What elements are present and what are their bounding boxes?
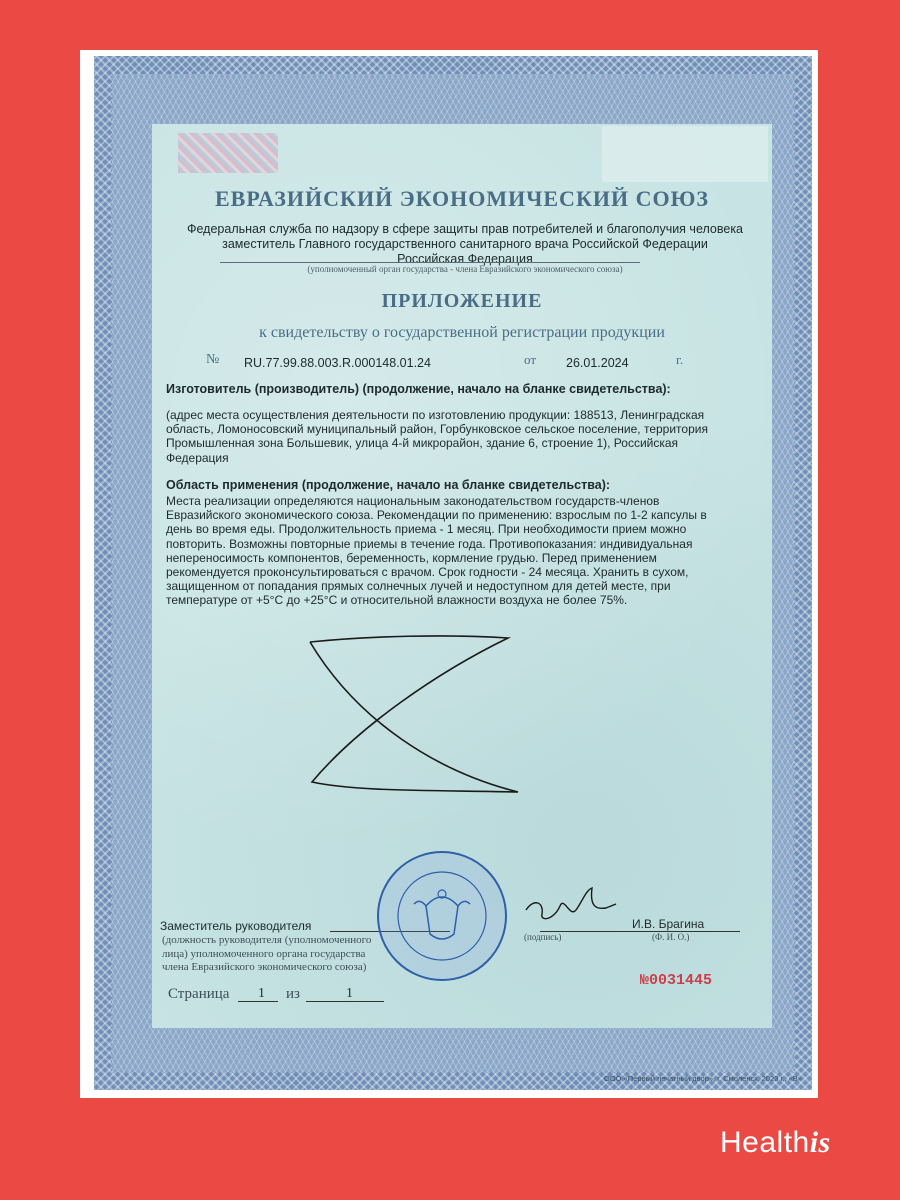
page-total: 1 (346, 986, 353, 1001)
authority-line: заместитель Главного государственного санитарного врача Российской Федерации (222, 237, 708, 251)
signature-stroke (526, 888, 616, 919)
number-label: № (206, 352, 220, 367)
scope-line: Евразийского экономического союза. Рекомендации по применению: взрослым по 1-2 капсулы в (166, 508, 707, 523)
serial-number: №0031445 (640, 972, 713, 989)
union-title: ЕВРАЗИЙСКИЙ ЭКОНОМИЧЕСКИЙ СОЮЗ (214, 186, 710, 211)
scope-line: температуре от +5°C до +25°C и относительной влажности воздуха не более 75%. (166, 593, 628, 608)
scope-line: защищенном от попадания прямых солнечных лучей и недоступном для детей месте, при (166, 579, 671, 594)
brand-prefix: Health (720, 1126, 810, 1159)
z-mark-stroke (310, 636, 518, 792)
manufacturer-line: (адрес места осуществления деятельности по изготовлению продукции: 188513, Ленинградская (166, 408, 705, 422)
page-total-rule (306, 1001, 384, 1002)
seal-outer-ring (378, 852, 506, 980)
authority-block (160, 222, 770, 267)
scope-block (166, 494, 762, 608)
printer-note: ООО «Первый печатный двор», г. Смоленск, 2023 г., «В» (604, 1074, 802, 1083)
authority-line: Федеральная служба по надзору в сфере защиты прав потребителей и благополучия человека (186, 222, 744, 236)
signatory-name: И.В. Брагина (632, 917, 705, 931)
manufacturer-line: Федерация (166, 450, 229, 465)
scope-line: рекомендуется проконсультироваться с врачом. Срок годности - 24 месяца. Хранить в сухом, (166, 565, 689, 580)
hologram-sticker (178, 133, 278, 173)
watermark-panel (602, 126, 768, 182)
manufacturer-line: область, Ломоносовский муниципальный район, Горбунковское сельское поселение, территория (166, 422, 708, 437)
scope-line: повторить. Возможны повторные приемы в течение года. Противопоказания: индивидуальная (166, 536, 693, 551)
role-caption-line: члена Евразийского экономического союза) (162, 961, 367, 973)
manufacturer-block (166, 408, 762, 465)
certificate-date: 26.01.2024 (566, 356, 629, 370)
brand-logo (720, 1126, 831, 1160)
scope-heading: Область применения (продолжение, начало на бланке свидетельства): (166, 478, 611, 492)
official-seal (374, 848, 510, 984)
authority-caption: (уполномоченный орган государства - члена Евразийского экономического союза) (307, 264, 623, 274)
name-caption: (Ф. И. О.) (652, 932, 690, 942)
date-from-label: от (524, 352, 537, 367)
annex-title: ПРИЛОЖЕНИЕ (381, 290, 543, 312)
role-caption-line: лица) уполномоченного органа государства (162, 947, 366, 960)
signature-caption: (подпись) (524, 932, 562, 942)
signatory-role: Заместитель руководителя (160, 919, 312, 933)
brand-suffix: is (809, 1126, 831, 1159)
manufacturer-heading: Изготовитель (производитель) (продолжение, начало на бланке свидетельства): (166, 382, 671, 396)
certificate-number: RU.77.99.88.003.R.000148.01.24 (244, 356, 431, 370)
scope-line: Места реализации определяются национальным законодательством государств-членов (166, 494, 660, 508)
manufacturer-line: Промышленная зона Большевик, улица 4-й микрорайон, здание 6, строение 1), Российская (166, 436, 679, 451)
authority-line: Российская Федерация (397, 252, 533, 266)
scope-line: день во время еды. Продолжительность приема - 1 месяц. При необходимости прием можно (166, 522, 687, 537)
z-cancellation-mark (238, 632, 538, 802)
authority-underline (220, 262, 640, 263)
annex-subtitle: к свидетельству о государственной регистрации продукции (259, 324, 665, 341)
handwritten-signature (520, 880, 620, 930)
page-number: 1 (258, 986, 265, 1001)
year-label: г. (676, 352, 684, 367)
page-of-label: из (286, 986, 300, 1002)
role-caption-line: (должность руководителя (уполномоченного (162, 934, 372, 946)
scope-line: непереносимость компонентов, беременность, кормление грудью. Перед применением (166, 550, 657, 565)
page-label: Страница (168, 986, 230, 1002)
